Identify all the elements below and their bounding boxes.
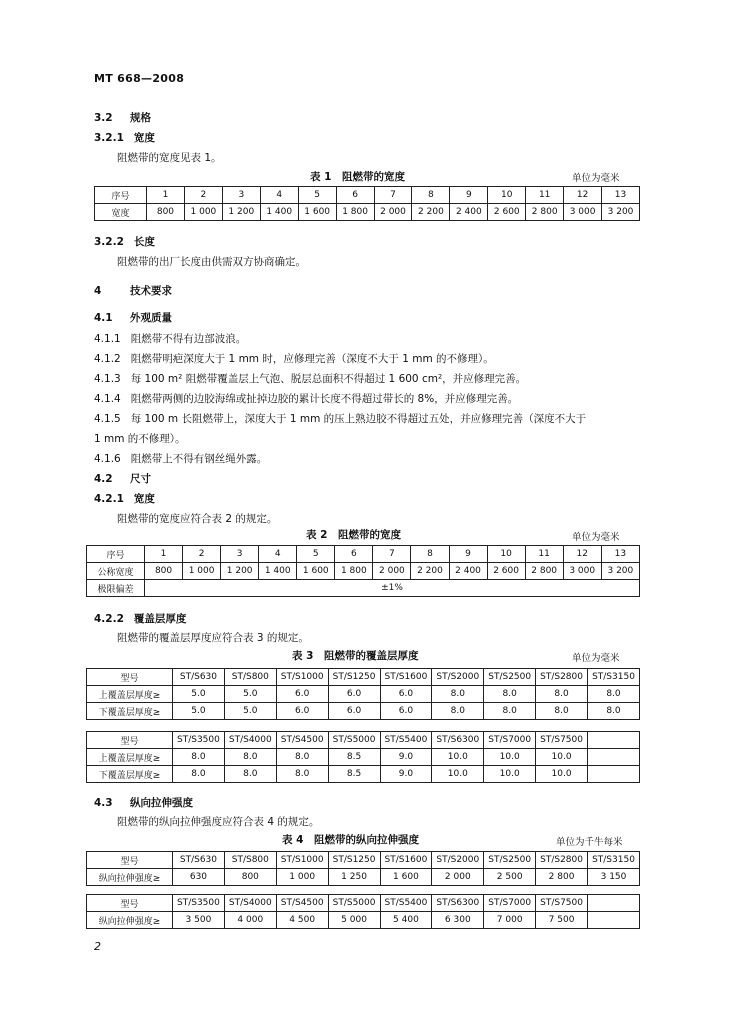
table-cell: 9.0 xyxy=(380,766,432,783)
section-4-3: 4.3 纵向拉伸强度 xyxy=(94,797,193,809)
table4-unit: 单位为千牛每米 xyxy=(556,837,623,848)
table-cell: 2 600 xyxy=(487,563,525,580)
table-cell: 7 xyxy=(373,546,411,563)
table-label: 宽度 xyxy=(95,204,147,221)
section-4-3-text: 阻燃带的纵向拉伸强度应符合表 4 的规定。 xyxy=(117,816,320,828)
table-label: 极限偏差 xyxy=(87,580,145,597)
table-cell: 8.0 xyxy=(276,766,328,783)
table-cell: 10.0 xyxy=(432,749,484,766)
table-cell: 10.0 xyxy=(484,766,536,783)
table-cell: 8.0 xyxy=(432,686,484,703)
table-label: 型号 xyxy=(87,669,173,686)
table-cell: ST/S2800 xyxy=(536,852,588,869)
table-cell: ST/S1000 xyxy=(276,852,328,869)
table-cell: 2 000 xyxy=(432,869,484,886)
table-label: 序号 xyxy=(87,546,145,563)
table-cell: ST/S4500 xyxy=(276,895,328,912)
table-cell: ST/S1250 xyxy=(328,669,380,686)
table-cell: 8.0 xyxy=(276,749,328,766)
table-cell: 8.5 xyxy=(328,766,380,783)
table-cell: ST/S4000 xyxy=(224,895,276,912)
table-cell: 5 xyxy=(297,546,335,563)
table-cell xyxy=(588,732,640,749)
table-label: 上覆盖层厚度≥ xyxy=(87,749,173,766)
section-4-1-3: 4.1.3 每 100 m² 阻燃带覆盖层上气泡、脱层总面积不得超过 1 600 cm²，并应修理完善。 xyxy=(94,373,527,385)
table-cell: ST/S2000 xyxy=(432,852,484,869)
table2-caption: 表 2 阻燃带的宽度 xyxy=(306,529,401,541)
table-cell: ST/S7000 xyxy=(484,732,536,749)
table-cell: 8.0 xyxy=(484,703,536,720)
table-cell: 630 xyxy=(173,869,225,886)
table-cell: ST/S2800 xyxy=(536,669,588,686)
table-cell: ST/S6300 xyxy=(432,732,484,749)
table-cell: 9 xyxy=(449,546,487,563)
table-cell: 9.0 xyxy=(380,749,432,766)
table-cell: 10 xyxy=(487,546,525,563)
section-4-2-1-text: 阻燃带的宽度应符合表 2 的规定。 xyxy=(117,513,278,525)
table3-part1 xyxy=(86,668,640,720)
table-cell: 12 xyxy=(563,546,601,563)
table-label: 纵向拉伸强度≥ xyxy=(87,869,173,886)
table-cell: 10.0 xyxy=(536,749,588,766)
table3-upper-row xyxy=(87,749,640,766)
section-3-2: 3.2 规格 xyxy=(94,112,151,124)
table-cell: 9 xyxy=(450,187,488,204)
table3-lower-row xyxy=(87,766,640,783)
table-cell: 1 600 xyxy=(380,869,432,886)
table-cell: 1 600 xyxy=(298,204,336,221)
table-cell: ST/S5000 xyxy=(328,895,380,912)
table1-caption: 表 1 阻燃带的宽度 xyxy=(310,171,405,183)
table-cell: 2 800 xyxy=(525,563,563,580)
section-4-1-4: 4.1.4 阻燃带两侧的边胶海绵或扯掉边胶的累计长度不得超过带长的 8%，并应修理完善。 xyxy=(94,393,519,405)
table4-part2 xyxy=(86,894,640,929)
table-cell xyxy=(588,895,640,912)
table-cell: 8.0 xyxy=(484,686,536,703)
table4-strength-row xyxy=(87,912,640,929)
table-cell: 10.0 xyxy=(536,766,588,783)
table-cell: ST/S4000 xyxy=(224,732,276,749)
table-cell xyxy=(588,749,640,766)
table-label: 公称宽度 xyxy=(87,563,145,580)
table-cell: ST/S1600 xyxy=(380,852,432,869)
table-cell: 800 xyxy=(145,563,183,580)
table-cell: 3 000 xyxy=(563,563,601,580)
table1 xyxy=(94,186,640,221)
table-cell: 1 000 xyxy=(184,204,222,221)
table-cell: 5 000 xyxy=(328,912,380,929)
table-cell: 13 xyxy=(602,187,640,204)
table-cell: 6.0 xyxy=(328,703,380,720)
table3-unit: 单位为毫米 xyxy=(572,653,620,664)
table-cell: 11 xyxy=(526,187,564,204)
table-cell: 2 800 xyxy=(526,204,564,221)
table-cell: 2 000 xyxy=(374,204,412,221)
table-label: 型号 xyxy=(87,852,173,869)
section-3-2-1-text: 阻燃带的宽度见表 1。 xyxy=(117,152,222,164)
table-cell: 3 xyxy=(222,187,260,204)
table-cell: 11 xyxy=(525,546,563,563)
table-cell: 8.0 xyxy=(588,686,640,703)
table-cell: 4 xyxy=(260,187,298,204)
table-cell: 8.0 xyxy=(536,703,588,720)
table2 xyxy=(86,545,640,597)
section-3-2-2-text: 阻燃带的出厂长度由供需双方协商确定。 xyxy=(117,256,306,268)
table-cell: ST/S2500 xyxy=(484,669,536,686)
table-cell: 6 xyxy=(336,187,374,204)
table-cell: ST/S3500 xyxy=(173,732,225,749)
table-cell: 8.0 xyxy=(588,703,640,720)
table-cell: 1 000 xyxy=(276,869,328,886)
table-cell: 1 400 xyxy=(259,563,297,580)
table-cell: 1 xyxy=(145,546,183,563)
table-cell: 1 xyxy=(147,187,185,204)
table-cell: ST/S7500 xyxy=(536,732,588,749)
table-label: 下覆盖层厚度≥ xyxy=(87,766,173,783)
table-cell: ST/S2500 xyxy=(484,852,536,869)
table-cell: 3 200 xyxy=(601,563,639,580)
table-cell: ST/S800 xyxy=(224,852,276,869)
table-cell: ST/S3150 xyxy=(588,852,640,869)
table-cell: 6 xyxy=(335,546,373,563)
table1-width-row xyxy=(95,204,640,221)
table-cell: ST/S630 xyxy=(173,852,225,869)
table-cell: ST/S3500 xyxy=(173,895,225,912)
table-cell: 8 xyxy=(411,546,449,563)
table-cell: 5 xyxy=(298,187,336,204)
table-cell: 2 200 xyxy=(412,204,450,221)
table-cell: 800 xyxy=(224,869,276,886)
table-cell: 13 xyxy=(601,546,639,563)
table-label: 上覆盖层厚度≥ xyxy=(87,686,173,703)
table-cell: ST/S1250 xyxy=(328,852,380,869)
table-cell: ST/S7000 xyxy=(484,895,536,912)
table-cell: ST/S1600 xyxy=(380,669,432,686)
table-cell: 7 000 xyxy=(484,912,536,929)
table-cell: 12 xyxy=(564,187,602,204)
table-cell: ST/S630 xyxy=(173,669,225,686)
table-cell: 1 600 xyxy=(297,563,335,580)
table-cell: 3 200 xyxy=(602,204,640,221)
table-cell: 3 150 xyxy=(588,869,640,886)
table-cell: 2 200 xyxy=(411,563,449,580)
table-label: 下覆盖层厚度≥ xyxy=(87,703,173,720)
section-4-2-1: 4.2.1 宽度 xyxy=(94,493,155,505)
table-cell: 1 200 xyxy=(222,204,260,221)
table-cell: 8.0 xyxy=(224,766,276,783)
table-cell xyxy=(588,912,640,929)
table-cell: 2 400 xyxy=(450,204,488,221)
table3-upper-row xyxy=(87,686,640,703)
table-cell: 1 200 xyxy=(221,563,259,580)
table-cell: 3 500 xyxy=(173,912,225,929)
table-cell: 4 500 xyxy=(276,912,328,929)
tolerance-value: ±1% xyxy=(145,580,640,597)
section-4-2: 4.2 尺寸 xyxy=(94,473,151,485)
table-cell: ST/S2000 xyxy=(432,669,484,686)
table-cell: 2 400 xyxy=(449,563,487,580)
table-cell: ST/S800 xyxy=(224,669,276,686)
table-cell: 6.0 xyxy=(380,686,432,703)
table3-part2 xyxy=(86,731,640,783)
table-cell: 8.0 xyxy=(173,766,225,783)
table-label: 型号 xyxy=(87,732,173,749)
table3-model-row xyxy=(87,669,640,686)
table-cell: 5 400 xyxy=(380,912,432,929)
table-cell: 8 xyxy=(412,187,450,204)
table-cell: 1 400 xyxy=(260,204,298,221)
page-number: 2 xyxy=(94,940,101,953)
table-cell: 8.5 xyxy=(328,749,380,766)
section-4-1-5: 4.1.5 每 100 m 长阻燃带上，深度大于 1 mm 的压上熟边胶不得超过五处，并应修理完善（深度不大于 xyxy=(94,413,587,425)
table-cell: 7 500 xyxy=(536,912,588,929)
table3-caption: 表 3 阻燃带的覆盖层厚度 xyxy=(292,650,419,662)
table-cell: 4 xyxy=(259,546,297,563)
table4-model-row xyxy=(87,895,640,912)
table-cell: 2 000 xyxy=(373,563,411,580)
table-cell: ST/S7500 xyxy=(536,895,588,912)
table-cell: 5.0 xyxy=(224,703,276,720)
table-cell: ST/S5000 xyxy=(328,732,380,749)
table-cell: 6 300 xyxy=(432,912,484,929)
section-4: 4 技术要求 xyxy=(94,285,172,297)
section-4-2-2-text: 阻燃带的覆盖层厚度应符合表 3 的规定。 xyxy=(117,632,309,644)
table-label: 型号 xyxy=(87,895,173,912)
section-4-1-1: 4.1.1 阻燃带不得有边部波浪。 xyxy=(94,333,247,345)
table1-index-row xyxy=(95,187,640,204)
table-cell: 10.0 xyxy=(432,766,484,783)
table-cell: 8.0 xyxy=(173,749,225,766)
table-label: 纵向拉伸强度≥ xyxy=(87,912,173,929)
table-cell: 6.0 xyxy=(380,703,432,720)
table4-strength-row xyxy=(87,869,640,886)
table-cell: 5.0 xyxy=(173,703,225,720)
standard-header: MT 668—2008 xyxy=(94,72,185,85)
section-4-1-5-cont: 1 mm 的不修理）。 xyxy=(94,433,186,445)
table1-unit: 单位为毫米 xyxy=(572,173,620,184)
table-cell: ST/S3150 xyxy=(588,669,640,686)
table4-model-row xyxy=(87,852,640,869)
table-cell: ST/S5400 xyxy=(380,895,432,912)
table-cell: 7 xyxy=(374,187,412,204)
table-cell: 4 000 xyxy=(224,912,276,929)
table-cell xyxy=(588,766,640,783)
table-cell: 1 800 xyxy=(335,563,373,580)
table-cell: 2 500 xyxy=(484,869,536,886)
table-cell: 1 250 xyxy=(328,869,380,886)
table-cell: 5.0 xyxy=(224,686,276,703)
table4-caption: 表 4 阻燃带的纵向拉伸强度 xyxy=(282,834,419,846)
table2-unit: 单位为毫米 xyxy=(572,532,620,543)
table2-tolerance-row xyxy=(87,580,640,597)
table-cell: 3 000 xyxy=(564,204,602,221)
table-cell: ST/S5400 xyxy=(380,732,432,749)
table-cell: 10.0 xyxy=(484,749,536,766)
section-4-1: 4.1 外观质量 xyxy=(94,312,172,324)
table-cell: 2 xyxy=(183,546,221,563)
section-4-2-2: 4.2.2 覆盖层厚度 xyxy=(94,613,187,625)
table-cell: 3 xyxy=(221,546,259,563)
table-cell: 10 xyxy=(488,187,526,204)
table-cell: 6.0 xyxy=(276,686,328,703)
table-cell: 8.0 xyxy=(432,703,484,720)
section-3-2-2: 3.2.2 长度 xyxy=(94,236,155,248)
table-cell: 2 xyxy=(184,187,222,204)
table2-width-row xyxy=(87,563,640,580)
table3-model-row xyxy=(87,732,640,749)
table-label: 序号 xyxy=(95,187,147,204)
table-cell: ST/S1000 xyxy=(276,669,328,686)
section-4-1-6: 4.1.6 阻燃带上不得有钢丝绳外露。 xyxy=(94,453,268,465)
table-cell: ST/S4500 xyxy=(276,732,328,749)
table-cell: 8.0 xyxy=(224,749,276,766)
table3-lower-row xyxy=(87,703,640,720)
section-3-2-1: 3.2.1 宽度 xyxy=(94,132,155,144)
table-cell: 800 xyxy=(147,204,185,221)
table-cell: 5.0 xyxy=(173,686,225,703)
table-cell: 6.0 xyxy=(276,703,328,720)
table-cell: 2 600 xyxy=(488,204,526,221)
table4-part1 xyxy=(86,851,640,886)
table-cell: 6.0 xyxy=(328,686,380,703)
table-cell: 2 800 xyxy=(536,869,588,886)
table-cell: 1 800 xyxy=(336,204,374,221)
table-cell: 1 000 xyxy=(183,563,221,580)
table-cell: ST/S6300 xyxy=(432,895,484,912)
table2-index-row xyxy=(87,546,640,563)
table-cell: 8.0 xyxy=(536,686,588,703)
section-4-1-2: 4.1.2 阻燃带明疤深度大于 1 mm 时，应修理完善（深度不大于 1 mm 的不修理）。 xyxy=(94,353,494,365)
